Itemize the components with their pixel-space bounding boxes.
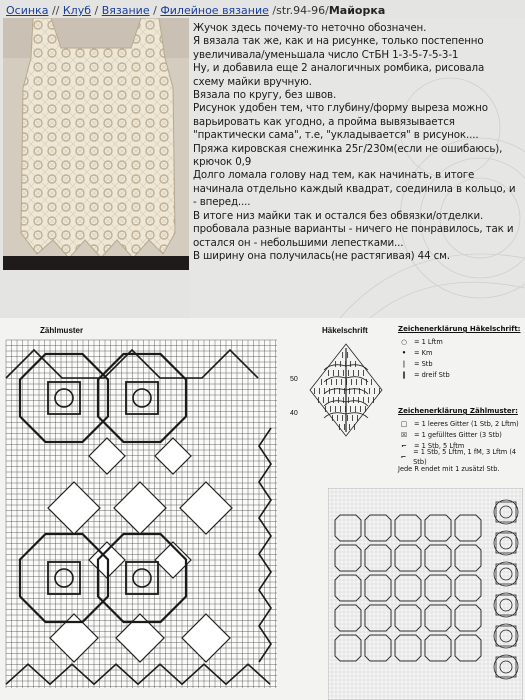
row-number-40: 40 bbox=[290, 410, 298, 417]
legend-label: = 1 Stb, 5 Lftm bbox=[414, 441, 465, 450]
chain-stitch-icon: ○ bbox=[401, 337, 407, 346]
legend-label: = 1 Lftm bbox=[414, 337, 443, 346]
double-crochet-icon: | bbox=[402, 359, 406, 368]
legend-haekelschrift bbox=[398, 324, 523, 380]
legend-label: = 1 gefülltes Gitter (3 Stb) bbox=[414, 430, 502, 439]
breadcrumb-link-osinka[interactable]: Осинка bbox=[6, 4, 49, 17]
legend-row bbox=[398, 369, 523, 380]
breadcrumb-sep: // bbox=[51, 4, 60, 17]
legend-note: Jede R endet mit 1 zusätzl Stb. bbox=[398, 465, 500, 473]
hand-drawn-chart bbox=[328, 488, 523, 700]
slip-stitch-icon: • bbox=[401, 348, 407, 357]
pattern-sheet bbox=[0, 318, 525, 700]
breadcrumb-link-club[interactable]: Клуб bbox=[62, 4, 91, 17]
lacet-icon: ⌐ bbox=[400, 452, 407, 461]
legend-label: = dreif Stb bbox=[414, 370, 450, 379]
filled-mesh-icon: ☒ bbox=[401, 430, 407, 439]
story-line: В итоге низ майки так и остался без обвязки/отделки. пробовала разные варианты - ничего не понравилось, так и остался он - небольшими лепестками... bbox=[193, 209, 514, 249]
story-line: Я вязала так же, как и на рисунке, только постепенно увеличивала/уменьшала число СтБН 1-3-5-7-5-3-1 bbox=[193, 35, 484, 61]
breadcrumb-sep: / bbox=[272, 4, 277, 17]
story-line: Вязала по кругу, без швов. bbox=[193, 89, 337, 102]
story-line: В ширину она получилась(не растягивая) 44 см. bbox=[193, 249, 450, 262]
legend-row bbox=[398, 358, 523, 369]
breadcrumb-sep: / bbox=[153, 4, 157, 17]
legend-title: Zeichenerklärung Häkelschrift: bbox=[398, 325, 521, 333]
bar-icon: ⌐ bbox=[401, 441, 407, 450]
legend-label: = 1 Stb, 5 Lftm, 1 fM, 3 Lftm (4 Stb) bbox=[413, 447, 517, 466]
legend-label: = Km bbox=[414, 348, 433, 357]
legend-label: = 1 leeres Gitter (1 Stb, 2 Lftm) bbox=[414, 419, 519, 428]
story-text bbox=[193, 22, 518, 263]
breadcrumb-sep: / bbox=[94, 4, 99, 17]
crochet-top-image bbox=[3, 18, 189, 270]
breadcrumb-link-filet[interactable]: Филейное вязание bbox=[160, 4, 269, 17]
legend-row bbox=[398, 336, 523, 347]
zahlmuster-title: Zählmuster bbox=[40, 326, 84, 335]
story-line: Пряжа кировская снежинка 25г/230м(если не ошибаюсь), крючок 0,9 bbox=[193, 142, 503, 169]
legend-label: = Stb bbox=[414, 359, 433, 368]
legend-zahlmuster bbox=[398, 406, 523, 474]
legend-title: Zeichenerklärung Zählmuster: bbox=[398, 407, 518, 415]
story-line: Ну, и добавила еще 2 аналогичных ромбика, рисовала схему майки вручную. bbox=[193, 62, 485, 88]
empty-mesh-icon: □ bbox=[400, 419, 408, 428]
breadcrumb-link-knitting[interactable]: Вязание bbox=[101, 4, 150, 17]
triple-crochet-icon: ‖ bbox=[402, 370, 406, 379]
breadcrumb bbox=[6, 3, 521, 19]
story-line: Рисунок удобен тем, что глубину/форму выреза можно варьировать как угодно, а пройма вывязывается "практически сама", т.е, "укладывается" в рисунок.... bbox=[193, 102, 488, 142]
top-photo bbox=[3, 18, 189, 270]
zahlmuster-chart bbox=[4, 338, 279, 690]
haekelschrift-diagram bbox=[306, 340, 386, 440]
legend-row bbox=[398, 418, 523, 429]
legend-row bbox=[398, 429, 523, 440]
story-line: Жучок здесь почему-то неточно обозначен. bbox=[193, 22, 427, 34]
legend-row bbox=[398, 347, 523, 358]
legend-row bbox=[398, 447, 523, 466]
breadcrumb-sep: / bbox=[325, 4, 329, 17]
story-line: Долго ломала голову над тем, как начинать, в итоге начинала отдельно каждый квадрат, соединила в кольцо, и - вперед.... bbox=[193, 169, 516, 209]
haekelschrift-title: Häkelschrift bbox=[322, 326, 368, 335]
row-number-50: 50 bbox=[290, 376, 298, 383]
breadcrumb-page: str.94-96 bbox=[276, 4, 326, 17]
breadcrumb-current: Майорка bbox=[328, 4, 386, 17]
